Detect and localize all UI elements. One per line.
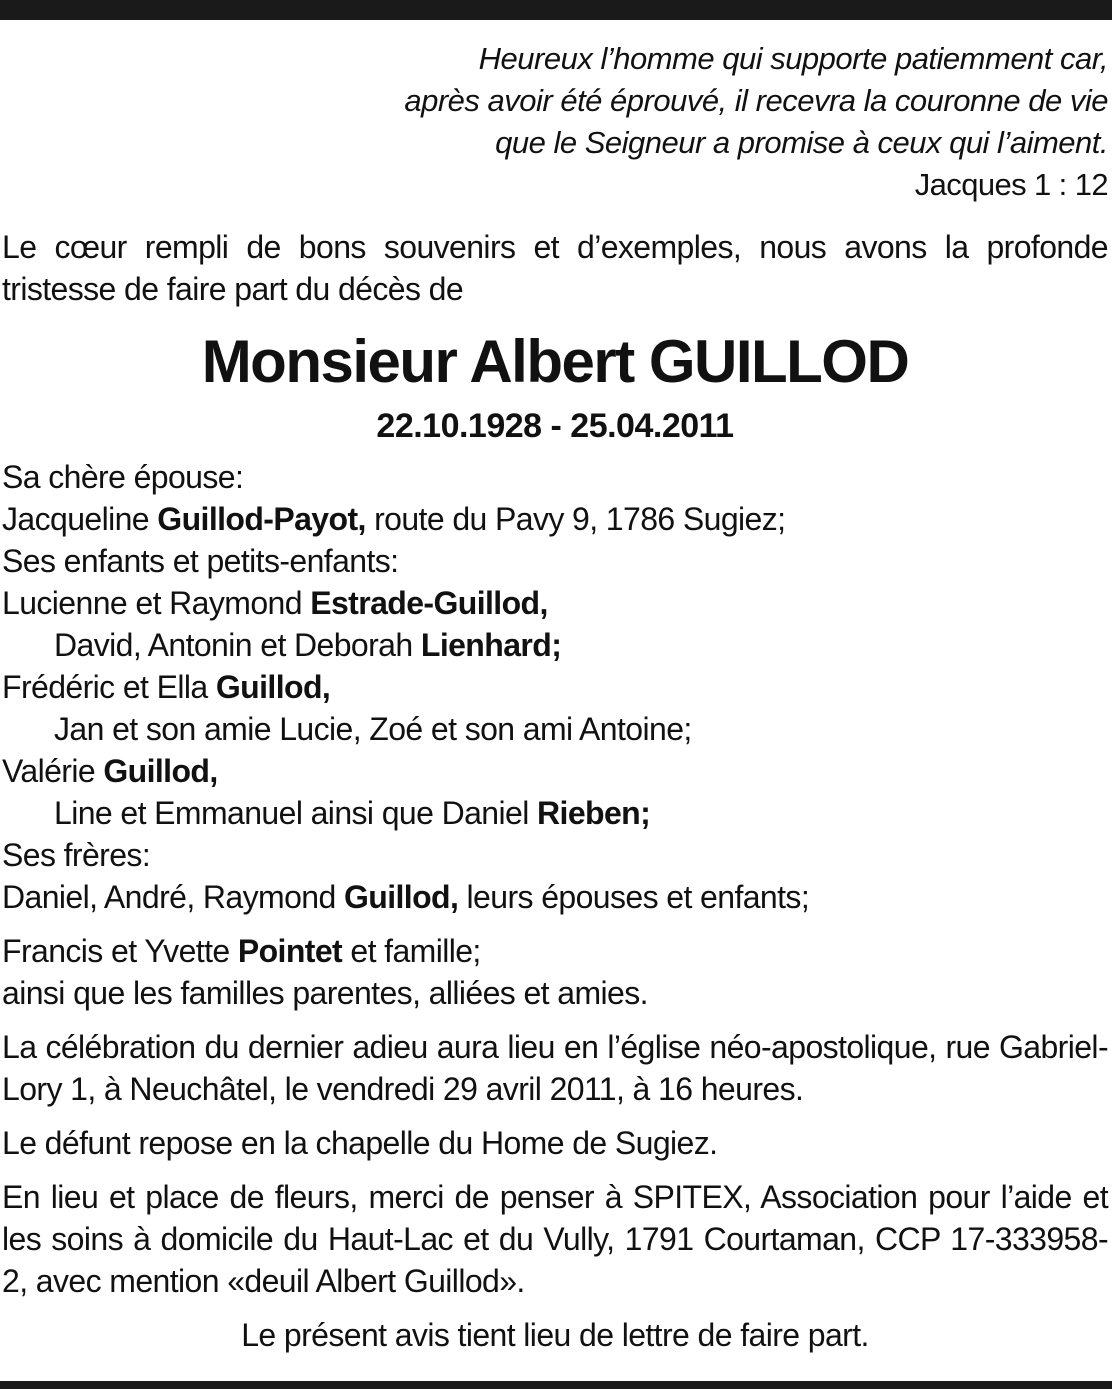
quote-line: Heureux l’homme qui supporte patiemment car,: [478, 41, 1108, 76]
child-last-name: Guillod,: [103, 753, 218, 789]
child-entry: [2, 582, 1108, 624]
grandchild-first-names: David, Antonin et Deborah: [54, 627, 421, 663]
grandchild-last-name: Rieben;: [537, 795, 651, 831]
others-first-names: Francis et Yvette: [2, 933, 238, 969]
child-first-names: Frédéric et Ella: [2, 669, 216, 705]
deceased-name: Monsieur Albert GUILLOD: [201, 328, 909, 395]
siblings-rest: leurs épouses et enfants;: [458, 879, 810, 915]
others-rest: et famille;: [342, 933, 481, 969]
quote-line: que le Seigneur a promise à ceux qui l’aiment.: [495, 125, 1108, 160]
grandchild-entry: Jan et son amie Lucie, Zoé et son ami Antoine;: [54, 711, 692, 747]
closing-line: Le présent avis tient lieu de lettre de faire part.: [241, 1317, 869, 1353]
child-entry: [2, 666, 1108, 708]
child-entry: [2, 750, 1108, 792]
quote-reference: Jacques 1 : 12: [914, 167, 1108, 202]
siblings-last-name: Guillod,: [343, 879, 459, 915]
grandchild-entry: [2, 792, 1108, 834]
spouse-heading: Sa chère épouse:: [2, 459, 244, 495]
grandchild-first-names: Line et Emmanuel ainsi que Daniel: [54, 795, 538, 831]
spouse-entry: [2, 498, 1108, 540]
relatives-entry: ainsi que les familles parentes, alliées et amies.: [2, 975, 648, 1011]
top-border-rule: [0, 0, 1112, 20]
bottom-border-rule: [0, 1381, 1112, 1389]
donation-paragraph: En lieu et place de fleurs, merci de penser à SPITEX, Association pour l’aide et les soins à domicile du Haut-Lac et du Vully, 1791 Courtaman, CCP 17-333958-2, avec mention «deuil Albert Guillod».: [2, 1179, 1108, 1299]
child-last-name: Estrade-Guillod,: [310, 585, 548, 621]
children-heading: Ses enfants et petits-enfants:: [2, 543, 399, 579]
child-last-name: Guillod,: [215, 669, 331, 705]
siblings-first-names: Daniel, André, Raymond: [2, 879, 344, 915]
siblings-heading: Ses frères:: [2, 837, 151, 873]
quote-line: après avoir été éprouvé, il recevra la couronne de vie: [404, 83, 1108, 118]
resting-paragraph: Le défunt repose en la chapelle du Home de Sugiez.: [2, 1125, 718, 1161]
others-entry: [2, 930, 1108, 972]
child-first-names: Valérie: [2, 753, 104, 789]
family-list: [2, 456, 1108, 1014]
bible-quote: [2, 38, 1108, 164]
spouse-address: route du Pavy 9, 1786 Sugiez;: [365, 501, 786, 537]
ceremony-paragraph: La célébration du dernier adieu aura lieu en l’église néo-apostolique, rue Gabriel-Lory 1, à Neuchâtel, le vendredi 29 avril 2011, à 16 heures.: [2, 1029, 1108, 1107]
child-first-names: Lucienne et Raymond: [2, 585, 311, 621]
grandchild-entry: [2, 624, 1108, 666]
siblings-entry: [2, 876, 1108, 918]
spouse-last-name: Guillod-Payot,: [157, 501, 366, 537]
intro-paragraph: Le cœur rempli de bons souvenirs et d’exemples, nous avons la profonde tristesse de faire part du décès de: [2, 229, 1108, 307]
spouse-first-name: Jacqueline: [2, 501, 158, 537]
grandchild-last-name: Lienhard;: [420, 627, 562, 663]
deceased-dates: 22.10.1928 - 25.04.2011: [376, 407, 734, 445]
others-last-name: Pointet: [237, 933, 343, 969]
obituary-notice: [2, 38, 1108, 1356]
